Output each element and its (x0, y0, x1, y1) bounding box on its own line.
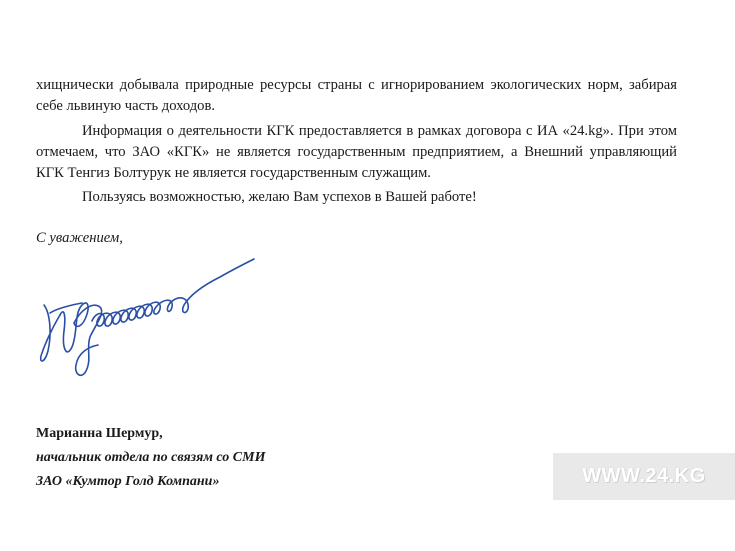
paragraph-continuation: хищнически добывала природные ресурсы страны с игнорированием экологических норм, забирая себе львиную часть доходов. (36, 77, 677, 114)
closing-phrase: С уважением, (36, 230, 123, 246)
signature-icon (30, 255, 270, 395)
watermark-text: WWW.24.KG (582, 465, 706, 487)
paragraph-wishes: Пользуясь возможностью, желаю Вам успехов в Вашей работе! (82, 189, 477, 205)
signatory-name: Марианна Шермур, (36, 426, 163, 441)
signatory-position: начальник отдела по связям со СМИ (36, 450, 266, 465)
signatory-company: ЗАО «Кумтор Голд Компани» (36, 474, 220, 489)
site-watermark (553, 453, 735, 500)
paragraph-info: Информация о деятельности КГК предоставляется в рамках договора с ИА «24.kg». При этом отмечаем, что ЗАО «КГК» не является государственным предприятием, а Внешний управляющий КГК Тенгиз Болтурук не является государственным служащим. (36, 123, 677, 181)
